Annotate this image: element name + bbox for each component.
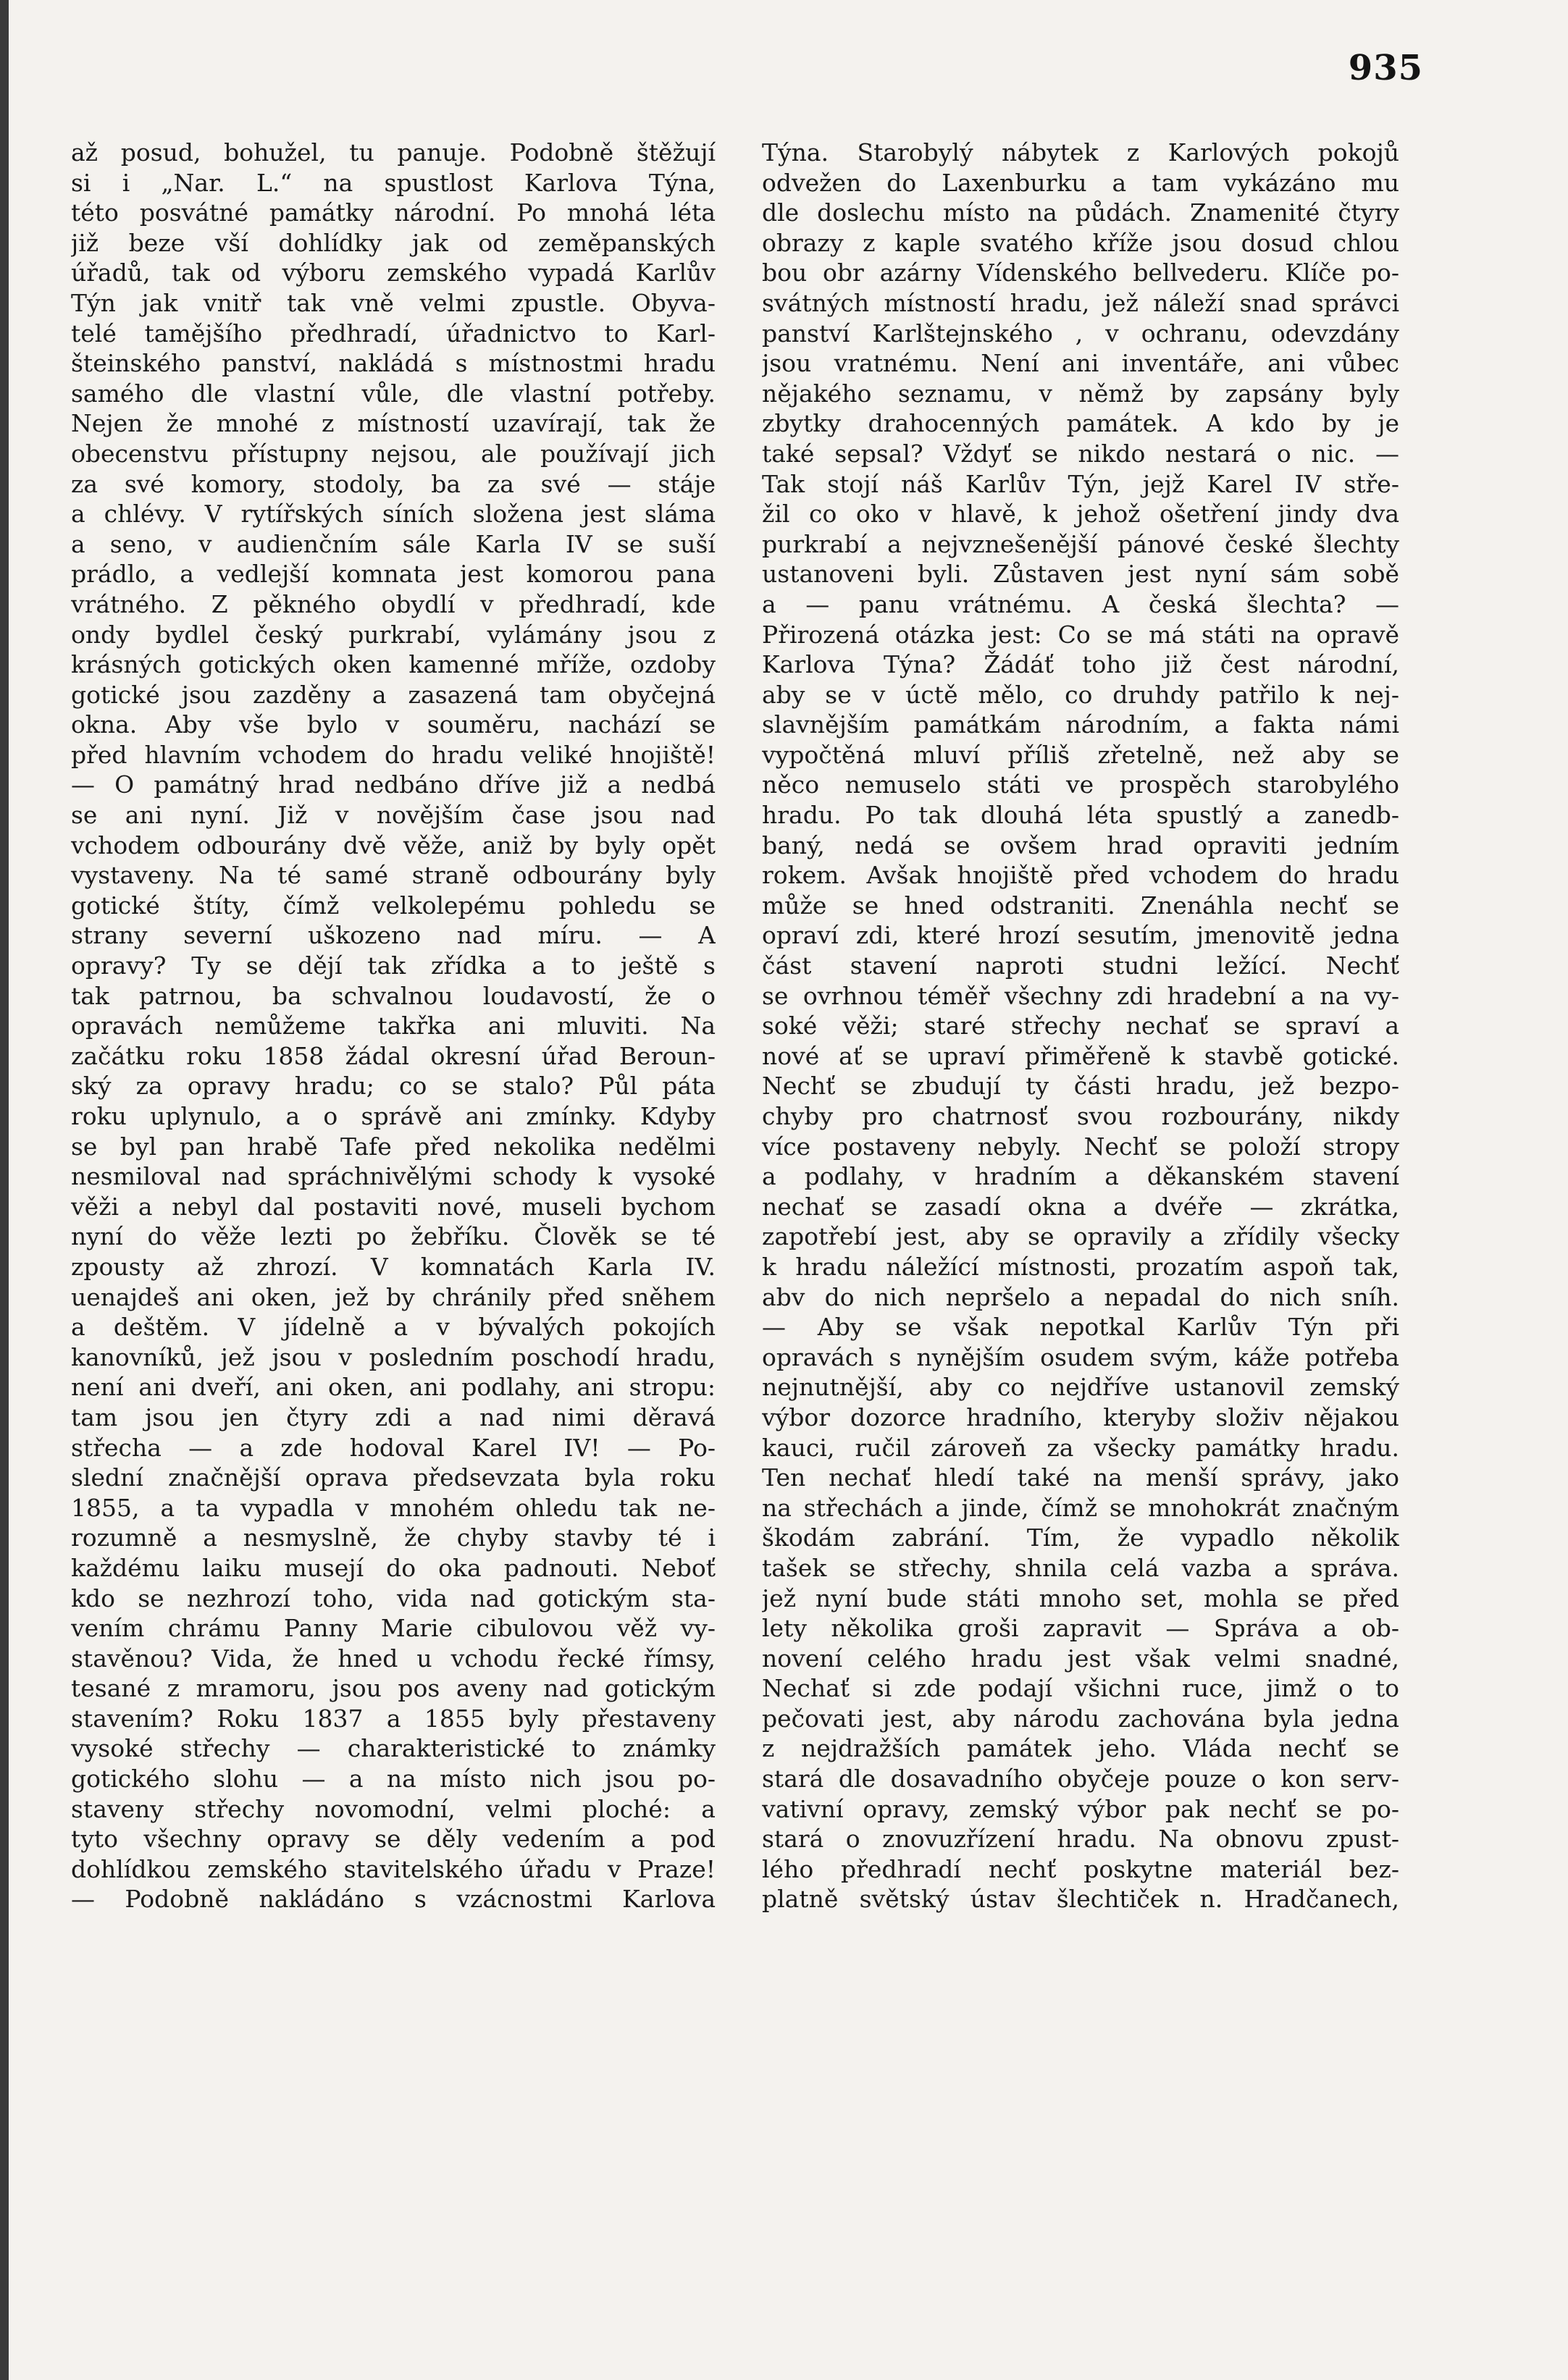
text-line: opravy? Ty se dějí tak zřídka a to ještě s xyxy=(71,951,716,980)
text-line: vysoké střechy — charakteristické to známky xyxy=(71,1734,716,1763)
text-line: panství Karlštejnského , v ochranu, odevzdány xyxy=(762,319,1399,348)
text-line: obrazy z kaple svatého kříže jsou dosud chlou xyxy=(762,228,1399,257)
text-line: Nechť se zbudují ty části hradu, jež bezpo- xyxy=(762,1072,1399,1101)
text-line: stavěnou? Vida, že hned u vchodu řecké římsy, xyxy=(71,1644,716,1673)
text-line: nejnutnější, aby co nejdříve ustanovil zemský xyxy=(762,1373,1399,1402)
text-line: si i „Nar. L.“ na spustlost Karlova Týna, xyxy=(71,168,716,197)
text-line: okna. Aby vše bylo v souměru, nachází se xyxy=(71,710,716,739)
text-line: Týn jak vnitř tak vně velmi zpustle. Obyva- xyxy=(71,288,716,317)
text-line: odvežen do Laxenburku a tam vykázáno mu xyxy=(762,168,1399,197)
text-line: stará dle dosavadního obyčeje pouze o kon serv- xyxy=(762,1765,1399,1794)
text-line: bou obr azárny Vídenského bellvederu. Klíče po- xyxy=(762,258,1399,287)
text-line: zpousty až zhrozí. V komnatách Karla IV. xyxy=(71,1252,716,1281)
text-line: věži a nebyl dal postaviti nové, museli bychom xyxy=(71,1192,716,1221)
text-line: telé tamějšího předhradí, úřadnictvo to Karl- xyxy=(71,319,716,348)
text-line: část stavení naproti studni ležící. Nechť xyxy=(762,951,1399,980)
text-line: gotické jsou zazděny a zasazená tam obyčejná xyxy=(71,680,716,709)
text-line: tam jsou jen čtyry zdi a nad nimi děravá xyxy=(71,1403,716,1431)
text-line: ustanoveni byli. Zůstaven jest nyní sám sobě xyxy=(762,560,1399,589)
text-line: Ten nechať hledí také na menší správy, jako xyxy=(762,1463,1399,1492)
text-line: abv do nich nepršelo a nepadal do nich sníh. xyxy=(762,1282,1399,1311)
text-line: rozumně a nesmyslně, že chyby stavby té i xyxy=(71,1523,716,1552)
text-line: se ovrhnou téměř všechny zdi hradební a na vy- xyxy=(762,981,1399,1010)
text-line: stavením? Roku 1837 a 1855 byly přestaveny xyxy=(71,1704,716,1733)
text-line: prádlo, a vedlejší komnata jest komorou pana xyxy=(71,560,716,589)
text-line: gotické štíty, čímž velkolepému pohledu se xyxy=(71,891,716,920)
text-line: lého předhradí nechť poskytne materiál bez- xyxy=(762,1854,1399,1883)
text-line: roku uplynulo, a o správě ani zmínky. Kdyby xyxy=(71,1102,716,1130)
text-line: kanovníků, jež jsou v posledním poschodí hradu, xyxy=(71,1342,716,1371)
text-line: může se hned odstraniti. Znenáhla nechť se xyxy=(762,891,1399,920)
text-line: není ani dveří, ani oken, ani podlahy, ani stropu: xyxy=(71,1373,716,1402)
text-line: jsou vratnému. Není ani inventáře, ani vůbec xyxy=(762,349,1399,378)
text-line: z nejdražších památek jeho. Vláda nechť se xyxy=(762,1734,1399,1763)
text-line: a deštěm. V jídelně a v bývalých pokojích xyxy=(71,1313,716,1342)
text-line: střecha — a zde hodoval Karel IV! — Po- xyxy=(71,1433,716,1462)
text-line: — O památný hrad nedbáno dříve již a nedbá xyxy=(71,770,716,799)
text-line: hradu. Po tak dlouhá léta spustlý a zanedb- xyxy=(762,801,1399,830)
text-line: nesmiloval nad spráchnivělými schody k vysoké xyxy=(71,1162,716,1191)
text-line: nové ať se upraví přiměřeně k stavbě gotické. xyxy=(762,1041,1399,1070)
text-line: opraví zdi, které hrozí sesutím, jmenovitě jedna xyxy=(762,921,1399,950)
text-line: něco nemuselo státi ve prospěch starobylého xyxy=(762,770,1399,799)
text-line: a chlévy. V rytířských síních složena jest sláma xyxy=(71,500,716,529)
text-line: baný, nedá se ovšem hrad opraviti jedním xyxy=(762,831,1399,859)
text-line: nějakého seznamu, v němž by zapsány byly xyxy=(762,379,1399,408)
text-line: začátku roku 1858 žádal okresní úřad Beroun- xyxy=(71,1041,716,1070)
text-line: nyní do věže lezti po žebříku. Člověk se té xyxy=(71,1222,716,1251)
text-line: purkrabí a nejvznešenější pánové české šlechty xyxy=(762,529,1399,558)
right-text-column xyxy=(762,138,1399,1914)
text-line: za své komory, stodoly, ba za své — stáje xyxy=(71,469,716,498)
text-line: slední značnější oprava předsevzata byla roku xyxy=(71,1463,716,1492)
text-line: k hradu náležící místnosti, prozatím aspoň tak, xyxy=(762,1252,1399,1281)
text-line: této posvátné památky národní. Po mnohá léta xyxy=(71,198,716,227)
text-line: až posud, bohužel, tu panuje. Podobně štěžují xyxy=(71,138,716,167)
text-line: obecenstvu přístupny nejsou, ale používají jich xyxy=(71,439,716,468)
text-line: platně světský ústav šlechtiček n. Hradčanech, xyxy=(762,1885,1399,1914)
text-line: — Aby se však nepotkal Karlův Týn při xyxy=(762,1313,1399,1342)
text-line: kdo se nezhrozí toho, vida nad gotickým sta- xyxy=(71,1584,716,1612)
text-line: zbytky drahocenných památek. A kdo by je xyxy=(762,409,1399,438)
text-line: vením chrámu Panny Marie cibulovou věž vy- xyxy=(71,1614,716,1643)
text-line: opravách nemůžeme takřka ani mluviti. Na xyxy=(71,1012,716,1040)
text-line: ondy bydlel český purkrabí, vylámány jsou z xyxy=(71,620,716,649)
text-line: výbor dozorce hradního, kteryby složiv nějakou xyxy=(762,1403,1399,1431)
text-line: staveny střechy novomodní, velmi ploché: a xyxy=(71,1794,716,1823)
text-line: dle doslechu místo na půdách. Znamenité čtyry xyxy=(762,198,1399,227)
text-line: vchodem odbourány dvě věže, aniž by byly opět xyxy=(71,831,716,859)
text-line: novení celého hradu jest však velmi snadné, xyxy=(762,1644,1399,1673)
text-line: tyto všechny opravy se děly vedením a pod xyxy=(71,1825,716,1854)
text-line: žil co oko v hlavě, k jehož ošetření jindy dva xyxy=(762,500,1399,529)
text-line: a seno, v audienčním sále Karla IV se suší xyxy=(71,529,716,558)
text-line: svátných místností hradu, jež náleží snad správci xyxy=(762,288,1399,317)
text-line: chyby pro chatrnosť svou rozbourány, nikdy xyxy=(762,1102,1399,1130)
text-line: více postaveny nebyly. Nechť se položí stropy xyxy=(762,1132,1399,1161)
text-line: Přirozená otázka jest: Co se má státi na opravě xyxy=(762,620,1399,649)
text-line: samého dle vlastní vůle, dle vlastní potřeby. xyxy=(71,379,716,408)
text-line: tesané z mramoru, jsou pos aveny nad gotickým xyxy=(71,1674,716,1703)
text-line: opravách s nynějším osudem svým, káže potřeba xyxy=(762,1342,1399,1371)
text-line: kauci, ručil zároveň za všecky památky hradu. xyxy=(762,1433,1399,1462)
text-line: Nechať si zde podají všichni ruce, jimž o to xyxy=(762,1674,1399,1703)
text-line: zapotřebí jest, aby se opravily a zřídily všecky xyxy=(762,1222,1399,1251)
text-line: — Podobně nakládáno s vzácnostmi Karlova xyxy=(71,1885,716,1914)
text-line: vypočtěná mluví příliš zřetelně, než aby se xyxy=(762,740,1399,769)
page-number: 935 xyxy=(1348,48,1423,88)
text-line: gotického slohu — a na místo nich jsou po- xyxy=(71,1765,716,1794)
text-line: soké věži; staré střechy nechať se spraví a xyxy=(762,1012,1399,1040)
text-line: slavnějším památkám národním, a fakta námi xyxy=(762,710,1399,739)
text-line: lety několika groši zapravit — Správa a ob- xyxy=(762,1614,1399,1643)
text-line: a — panu vrátnému. A česká šlechta? — xyxy=(762,589,1399,618)
text-line: již beze vší dohlídky jak od zeměpanských xyxy=(71,228,716,257)
text-line: Nejen že mnohé z místností uzavírají, tak že xyxy=(71,409,716,438)
page-sheet xyxy=(9,0,1568,2380)
text-line: rokem. Avšak hnojiště před vchodem do hradu xyxy=(762,861,1399,890)
text-line: škodám zabrání. Tím, že vypadlo několik xyxy=(762,1523,1399,1552)
text-line: na střechách a jinde, čímž se mnohokrát značným xyxy=(762,1493,1399,1522)
text-line: se byl pan hrabě Tafe před nekolika nedělmi xyxy=(71,1132,716,1161)
text-line: se ani nyní. Již v novějším čase jsou nad xyxy=(71,801,716,830)
text-line: aby se v úctě mělo, co druhdy patřilo k nej- xyxy=(762,680,1399,709)
text-line: vativní opravy, zemský výbor pak nechť se po- xyxy=(762,1794,1399,1823)
left-text-column xyxy=(71,138,716,1914)
text-line: jež nyní bude státi mnoho set, mohla se před xyxy=(762,1584,1399,1612)
text-line: také sepsal? Vždyť se nikdo nestará o nic. — xyxy=(762,439,1399,468)
text-line: dohlídkou zemského stavitelského úřadu v Praze! xyxy=(71,1854,716,1883)
text-line: a podlahy, v hradním a děkanském stavení xyxy=(762,1162,1399,1191)
text-line: Týna. Starobylý nábytek z Karlových pokojů xyxy=(762,138,1399,167)
text-line: stará o znovuzřízení hradu. Na obnovu zpust- xyxy=(762,1825,1399,1854)
text-line: Karlova Týna? Žádáť toho již čest národní, xyxy=(762,650,1399,679)
text-line: uenajdeš ani oken, jež by chránily před sněhem xyxy=(71,1282,716,1311)
text-line: tak patrnou, ba schvalnou loudavostí, že o xyxy=(71,981,716,1010)
text-line: pečovati jest, aby národu zachována byla jedna xyxy=(762,1704,1399,1733)
text-line: strany severní uškozeno nad míru. — A xyxy=(71,921,716,950)
text-line: ský za opravy hradu; co se stalo? Půl páta xyxy=(71,1072,716,1101)
text-line: úřadů, tak od výboru zemského vypadá Karlův xyxy=(71,258,716,287)
text-line: Tak stojí náš Karlův Týn, jejž Karel IV stře- xyxy=(762,469,1399,498)
text-line: vystaveny. Na té samé straně odbourány byly xyxy=(71,861,716,890)
text-line: tašek se střechy, shnila celá vazba a správa. xyxy=(762,1553,1399,1582)
text-line: šteinského panství, nakládá s místnostmi hradu xyxy=(71,349,716,378)
text-line: před hlavním vchodem do hradu veliké hnojiště! xyxy=(71,740,716,769)
text-line: krásných gotických oken kamenné mříže, ozdoby xyxy=(71,650,716,679)
text-line: nechať se zasadí okna a dvéře — zkrátka, xyxy=(762,1192,1399,1221)
text-line: 1855, a ta vypadla v mnohém ohledu tak ne- xyxy=(71,1493,716,1522)
text-line: vrátného. Z pěkného obydlí v předhradí, kde xyxy=(71,589,716,618)
text-line: každému laiku musejí do oka padnouti. Neboť xyxy=(71,1553,716,1582)
